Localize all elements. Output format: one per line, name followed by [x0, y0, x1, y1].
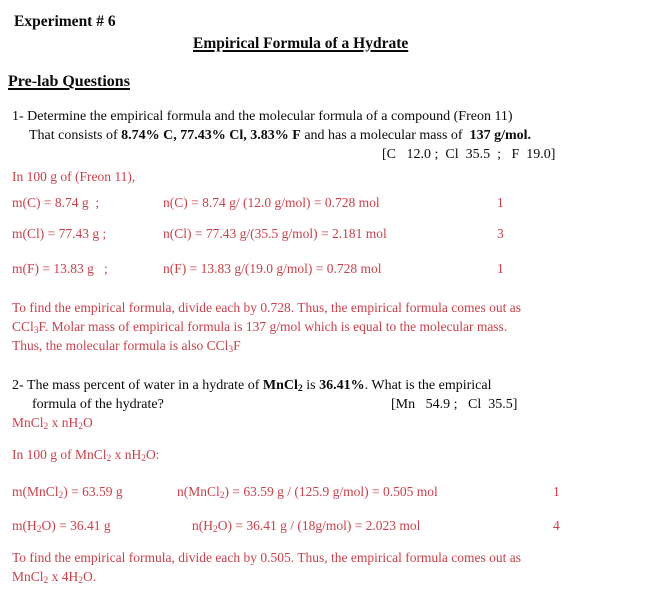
- question-1-row-1-mass: m(C) = 8.74 g ;: [12, 195, 100, 210]
- q2-answer-sub-2: 2: [78, 576, 83, 587]
- question-2-conclusion-line-1: To find the empirical formula, divide each by 0.505. Thus, the empirical formula comes out as: [12, 550, 522, 565]
- question-1-line-2: [29, 129, 531, 144]
- question-1-row-2-ratio: 3: [497, 226, 504, 241]
- question-2-water-percent: 36.41%: [319, 378, 365, 393]
- question-1-basis: In 100 g of (Freon 11),: [12, 169, 136, 184]
- question-2-row-1-moles: [177, 484, 438, 502]
- question-1-conclusion-line-1: To find the empirical formula, divide each by 0.728. Thus, the empirical formula comes out as: [12, 300, 522, 315]
- question-2-basis-sub-1: 2: [106, 454, 112, 465]
- question-1-line-2-mid: and has a molecular mass of: [300, 128, 470, 143]
- hydrate-formula-part-3: O: [82, 415, 93, 430]
- question-1-conclusion-line-3: [12, 338, 241, 356]
- question-1-row-3-ratio: 1: [497, 261, 504, 276]
- question-1-row-1-moles: n(C) = 8.74 g/ (12.0 g/mol) = 0.728 mol: [163, 195, 380, 210]
- question-2-hydrate-formula: MnCl: [262, 378, 298, 393]
- question-1-line-2-prefix: That consists of: [29, 128, 122, 143]
- question-2-atomic-masses: [Mn 54.9 ; Cl 35.5]: [391, 397, 518, 412]
- q2-r2-mass-sub: 2: [36, 525, 42, 536]
- q2-r2-mass-part-2: O) = 36.41 g: [41, 518, 111, 533]
- question-1-line-1: 1- Determine the empirical formula and the molecular formula of a compound (Freon 11): [12, 109, 513, 124]
- q2-answer-part-1: MnCl: [12, 569, 44, 584]
- question-1-atomic-masses: [C 12.0 ; Cl 35.5 ; F 19.0]: [382, 147, 556, 162]
- question-1-row-2-moles: n(Cl) = 77.43 g/(35.5 g/mol) = 2.181 mol: [163, 226, 387, 241]
- q2-answer-sub-1: 2: [43, 576, 49, 587]
- question-1-row-2-mass: m(Cl) = 77.43 g ;: [12, 226, 107, 241]
- question-2-row-2-moles: [192, 518, 421, 536]
- question-2-line-2: formula of the hydrate?: [32, 397, 164, 412]
- q2-r2-moles-sub: 2: [213, 525, 218, 536]
- section-heading: Pre-lab Questions: [8, 73, 130, 90]
- q2-r1-mass-part-1: m(MnCl: [12, 484, 59, 499]
- question-2-basis: [12, 447, 160, 465]
- question-1-row-3-moles: n(F) = 13.83 g/(19.0 g/mol) = 0.728 mol: [163, 261, 382, 276]
- q2-r1-mass-sub: 2: [58, 491, 64, 502]
- question-2-row-1-ratio: 1: [553, 484, 560, 499]
- molecular-formula-suffix: F: [233, 338, 241, 353]
- q2-r1-moles-part-2: ) = 63.59 g / (125.9 g/mol) = 0.505 mol: [224, 484, 438, 499]
- question-2-basis-part-1: In 100 g of MnCl: [12, 447, 107, 462]
- question-2-row-1-mass: [12, 484, 123, 502]
- question-2-row-2-mass: [12, 518, 111, 536]
- question-1-composition: 8.74% C, 77.43% Cl, 3.83% F: [121, 128, 301, 143]
- question-2-basis-part-3: O:: [145, 447, 160, 462]
- q2-answer-part-3: O.: [82, 569, 97, 584]
- question-1-row-3-mass: m(F) = 13.83 g ;: [12, 261, 108, 276]
- molecular-formula-subscript: 3: [228, 345, 234, 356]
- q2-r1-moles-part-1: n(MnCl: [177, 484, 220, 499]
- experiment-label: Experiment # 6: [14, 13, 116, 30]
- question-2-conclusion-line-2: [12, 569, 97, 587]
- hydrate-formula-sub-1: 2: [43, 422, 49, 433]
- hydrate-formula-part-1: MnCl: [12, 415, 44, 430]
- page-title: Empirical Formula of a Hydrate: [193, 35, 409, 52]
- q2-r1-moles-sub: 2: [219, 491, 225, 502]
- empirical-formula-subscript: 3: [33, 326, 39, 337]
- question-2-hydrate-general-formula: [12, 415, 93, 433]
- q2-r1-mass-part-2: ) = 63.59 g: [63, 484, 123, 499]
- question-2-hydrate-formula-subscript: 2: [297, 383, 303, 395]
- question-1-row-1-ratio: 1: [497, 195, 504, 210]
- question-2-basis-part-2: x nH: [111, 447, 142, 462]
- hydrate-formula-part-2: x nH: [48, 415, 79, 430]
- question-2-line-1-suffix: . What is the empirical: [364, 378, 492, 393]
- question-2-row-2-ratio: 4: [553, 518, 560, 533]
- empirical-formula-prefix: CCl: [12, 319, 34, 334]
- q2-answer-part-2: x 4H: [48, 569, 79, 584]
- q2-r2-moles-part-1: n(H: [192, 518, 213, 533]
- question-1-conclusion-line-2: [12, 319, 508, 337]
- hydrate-formula-sub-2: 2: [78, 422, 83, 433]
- question-2-basis-sub-2: 2: [141, 454, 146, 465]
- q2-r2-moles-part-2: O) = 36.41 g / (18g/mol) = 2.023 mol: [217, 518, 421, 533]
- question-2-line-1-prefix: 2- The mass percent of water in a hydrate of: [12, 378, 263, 393]
- question-2-line-1: [12, 379, 492, 394]
- empirical-formula-suffix: F. Molar mass of empirical formula is 137 g/mol which is equal to the molecular mass.: [38, 319, 508, 334]
- question-2-line-1-mid: is: [302, 378, 320, 393]
- molecular-formula-prefix: Thus, the molecular formula is also CCl: [12, 338, 229, 353]
- q2-r2-mass-part-1: m(H: [12, 518, 37, 533]
- question-1-molar-mass: 137 g/mol.: [469, 128, 532, 143]
